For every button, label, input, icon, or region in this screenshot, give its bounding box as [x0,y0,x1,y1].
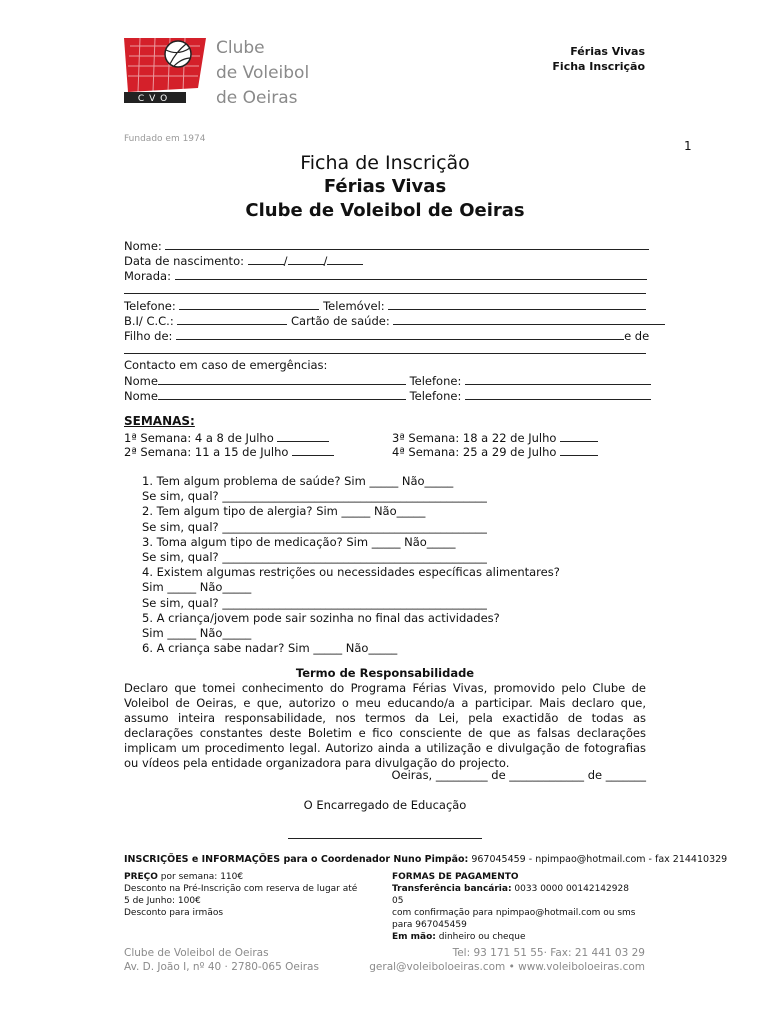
week-1-field[interactable] [277,430,329,442]
week-4-row [392,444,598,460]
emergency-nome-field[interactable] [158,388,406,400]
id-row [124,313,646,328]
emergency-heading: Contacto em caso de emergências: [124,358,328,372]
date-line: Oeiras, _________ de _____________ de _______ [391,768,646,782]
transfer-confirmation: com confirmação para npimpao@hotmail.com ou sms para 967045459 [392,908,636,930]
discount-siblings: Desconto para irmãos [124,908,224,918]
question-2: 2. Tem algum tipo de alergia? Sim _____ Não_____ [142,504,426,519]
emergency-telefone-label: Telefone: [409,389,462,403]
cash-value: dinheiro ou cheque [435,932,526,942]
club-logo [120,36,210,104]
question-2-detail: Se sim, qual? ______________________________________________ [142,519,487,534]
founded-text: Fundado em 1974 [124,134,206,144]
week-4-field[interactable] [560,444,598,456]
preco-value: por semana: 110€ [157,872,244,882]
mother-field[interactable] [124,343,646,358]
transfer-label: Transferência bancária: [392,884,512,894]
question-6: 6. A criança sabe nadar? Sim _____ Não_____ [142,641,398,656]
question-3: 3. Toma algum tipo de medicação? Sim _____ Não_____ [142,534,456,549]
footer-phone: Tel: 93 171 51 55· Fax: 21 441 03 29 [452,947,645,959]
club-name-line-3: de Oeiras [216,88,298,108]
week-3-label: 3ª Semana: 18 a 22 de Julho [392,431,557,445]
nome-label: Nome: [124,239,162,253]
registration-form [124,238,650,403]
preco-label: PREÇO [124,872,158,882]
emergency-telefone-label: Telefone: [409,374,462,388]
club-name [216,36,309,111]
payment-column [392,871,642,943]
telefone-field[interactable] [179,298,319,310]
filho-de-label: Filho de: [124,329,173,343]
nome-field[interactable] [165,238,649,250]
emergency-row-1 [124,373,646,388]
telemovel-field[interactable] [388,298,646,310]
signature-line[interactable] [288,838,482,839]
date-separator: / [283,254,288,268]
telefone-label: Telefone: [124,299,176,313]
father-field[interactable] [176,328,624,340]
inscricoes-info [124,854,727,865]
question-4: 4. Existem algumas restrições ou necessidades específicas alimentares? [142,565,560,580]
emergency-nome-label: Nome [124,389,158,403]
health-questions [142,474,560,656]
week-2-row [124,444,334,460]
date-separator: / [323,254,328,268]
cartao-saude-field[interactable] [393,313,665,325]
footer-address [124,946,319,974]
week-1-label: 1ª Semana: 4 a 8 de Julho [124,431,274,445]
termo-heading: Termo de Responsabilidade [295,666,475,680]
price-column [124,871,364,919]
emergency-telefone-field[interactable] [465,388,651,400]
question-5-answer: Sim _____ Não_____ [142,626,252,641]
question-1: 1. Tem algum problema de saúde? Sim _____ Não_____ [142,474,454,488]
question-5: 5. A criança/jovem pode sair sozinha no final das actividades? [142,610,500,625]
semanas-heading: SEMANAS: [124,414,195,428]
transfer-nib: 0033 0000 00142142928 05 [392,884,629,906]
footer-contacts [369,946,645,974]
header-doc-title [552,44,645,74]
discount-preinscription: Desconto na Pré-Inscrição com reserva de lugar até 5 de Junho: 100€ [124,884,358,906]
logo-text: CVO [137,94,173,104]
birthdate-row [124,253,646,268]
cartao-saude-label: Cartão de saúde: [291,314,390,328]
birth-year-field[interactable] [327,253,363,265]
morada-field[interactable] [175,268,647,280]
week-2-field[interactable] [292,444,334,456]
emergency-row-2 [124,388,646,403]
volleyball-net-logo-icon [120,36,210,104]
telemovel-label: Telemóvel: [323,299,385,313]
footer-web: geral@voleiboloeiras.com • www.voleiboloeiras.com [369,961,645,973]
emergency-telefone-field[interactable] [465,373,651,385]
morada-field-line-2[interactable] [124,283,646,298]
header-title-line-1: Férias Vivas [570,45,645,58]
question-4-detail: Se sim, qual? ______________________________________________ [142,595,487,610]
morada-label: Morada: [124,269,171,283]
question-4-answer: Sim _____ Não_____ [142,580,252,595]
page-title: Ficha de Inscrição [300,152,470,174]
week-3-field[interactable] [560,430,598,442]
inscricoes-contact: 967045459 - npimpao@hotmail.com - fax 214410329 [468,854,728,865]
program-title: Férias Vivas [323,176,447,197]
telefone-row [124,298,646,313]
morada-row [124,268,646,283]
guardian-label: O Encarregado de Educação [303,798,467,812]
payment-heading: FORMAS DE PAGAMENTO [392,872,519,882]
emergency-nome-field[interactable] [158,373,406,385]
week-2-label: 2ª Semana: 11 a 15 de Julho [124,445,289,459]
emergency-nome-label: Nome [124,374,158,388]
footer-street: Av. D. João I, nº 40 · 2780-065 Oeiras [124,961,319,973]
header-title-line-2: Ficha Inscrição [552,60,645,73]
birth-day-field[interactable] [248,253,284,265]
birthdate-label: Data de nascimento: [124,254,244,268]
footer-club-name: Clube de Voleibol de Oeiras [124,947,269,959]
inscricoes-label: INSCRIÇÕES e INFORMAÇÕES para o Coordenador Nuno Pimpão: [124,854,469,865]
club-name-line-1: Clube [216,38,265,58]
e-de-label: e de [624,329,650,343]
bi-label: B.I/ C.C.: [124,314,174,328]
filiation-row [124,328,650,343]
week-4-label: 4ª Semana: 25 a 29 de Julho [392,445,557,459]
nome-row [124,238,646,253]
question-1-detail: Se sim, qual? ______________________________________________ [142,489,487,504]
cash-label: Em mão: [392,932,436,942]
birth-month-field[interactable] [288,253,324,265]
club-title: Clube de Voleibol de Oeiras [245,200,525,221]
club-name-line-2: de Voleibol [216,63,310,83]
termo-body: Declaro que tomei conhecimento do Programa Férias Vivas, promovido pelo Clube de Voleibol de Oeiras, e que, autorizo o meu educando/a a participar. Mais declaro que, assumo inteira responsabilidade, nos termos da Lei, pela exactidão de todas as declarações constantes deste Boletim e fico consciente de que as falsas declarações implicam um procedimento legal. Autorizo ainda a utilização e divulgação de fotografias ou vídeos pela entidade organizadora para divulgação do projecto. [124,681,646,770]
question-3-detail: Se sim, qual? ______________________________________________ [142,550,487,565]
bi-field[interactable] [177,313,287,325]
page-number: 1 [684,139,692,153]
